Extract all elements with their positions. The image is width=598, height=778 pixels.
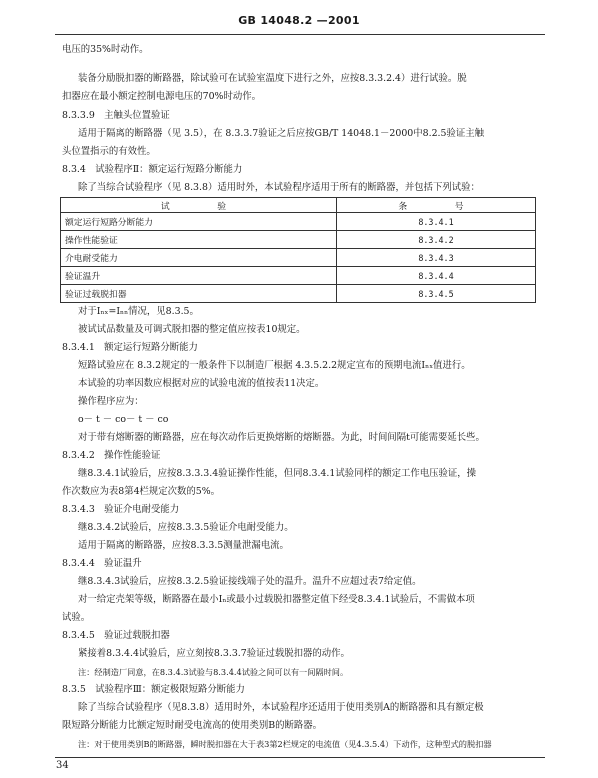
text-line: 试验。 <box>62 612 91 623</box>
header-rule <box>55 34 545 35</box>
text-line: 继8.3.4.2试验后，应按8.3.3.5验证介电耐受能力。 <box>78 522 294 533</box>
table-header-clause: 条 号 <box>337 198 536 213</box>
text-line: 除了当综合试验程序（见8.3.8）适用时外，本试验程序还适用于使用类别A的断路器和具有额定极 <box>78 702 484 713</box>
text-line: 操作程序应为： <box>78 396 144 407</box>
text-line: 限短路分断能力比额定短时耐受电流高的使用类别B的断路器。 <box>62 720 323 731</box>
table-cell-clause: 8.3.4.3 <box>337 249 536 267</box>
text-line: 除了当综合试验程序（见 8.3.8）适用时外，本试验程序适用于所有的断路器，并包括下列试验： <box>78 182 480 193</box>
text-line: 装备分励脱扣器的断路器，除试验可在试验室温度下进行之外，应按8.3.3.2.4）进行试验。脱 <box>78 73 467 84</box>
section-heading: 8.3.4.3 验证介电耐受能力 <box>62 504 180 515</box>
table-cell-clause: 8.3.4.5 <box>337 285 536 303</box>
text-line: 电压的35%时动作。 <box>62 44 149 55</box>
operating-sequence: o－ t － co－ t － co <box>78 414 169 425</box>
test-table <box>60 197 536 303</box>
table-row <box>61 231 536 249</box>
table-row <box>61 267 536 285</box>
table-cell-test: 操作性能验证 <box>61 231 337 249</box>
table-cell-clause: 8.3.4.4 <box>337 267 536 285</box>
section-heading: 8.3.5 试验程序Ⅲ：额定极限短路分断能力 <box>62 684 245 695</box>
table-cell-clause: 8.3.4.1 <box>337 213 536 231</box>
text-line: 扣器应在最小额定控制电源电压的70%时动作。 <box>62 91 261 102</box>
text-line: 头位置指示的有效性。 <box>62 146 156 157</box>
table-cell-test: 验证温升 <box>61 267 337 285</box>
table-cell-test: 额定运行短路分断能力 <box>61 213 337 231</box>
text-line: 对于带有熔断器的断路器，应在每次动作后更换熔断的熔断器。为此，时间间隔t可能需要延长些。 <box>78 432 485 443</box>
table-row <box>61 285 536 303</box>
text-line: 继8.3.4.3试验后，应按8.3.2.5验证接线端子处的温升。温升不应超过表7给定值。 <box>78 576 422 587</box>
table-header-row <box>61 198 536 213</box>
page-number: 34 <box>56 760 69 771</box>
section-heading: 8.3.3.9 主触头位置验证 <box>62 110 170 121</box>
section-heading: 8.3.4.4 验证温升 <box>62 558 142 569</box>
table-row <box>61 213 536 231</box>
text-line: 对于Iₙₓ=Iₙₙ情况，见8.3.5。 <box>78 306 199 317</box>
section-heading: 8.3.4.1 额定运行短路分断能力 <box>62 342 198 353</box>
page-header: GB 14048.2 —2001 <box>238 14 360 27</box>
table-cell-test: 介电耐受能力 <box>61 249 337 267</box>
section-heading: 8.3.4.5 验证过载脱扣器 <box>62 630 170 641</box>
text-line: 作次数应为表8第4栏规定次数的5%。 <box>62 486 221 497</box>
text-line: 本试验的功率因数应根据对应的试验电流的值按表11决定。 <box>78 378 325 389</box>
footer-rule <box>55 757 545 758</box>
note-line: 注：经制造厂同意，在8.3.4.3试验与8.3.4.4试验之间可以有一间隔时间。 <box>78 667 349 677</box>
table-cell-clause: 8.3.4.2 <box>337 231 536 249</box>
table-header-test: 试 验 <box>61 198 337 213</box>
table-row <box>61 249 536 267</box>
section-heading: 8.3.4 试验程序Ⅱ：额定运行短路分断能力 <box>62 164 243 175</box>
text-line: 紧接着8.3.4.4试验后，应立刻按8.3.3.7验证过载脱扣器的动作。 <box>78 648 350 659</box>
table-cell-test: 验证过载脱扣器 <box>61 285 337 303</box>
text-line: 继8.3.4.1试验后，应按8.3.3.3.4验证操作性能，但同8.3.4.1试验同样的额定工作电压验证，操 <box>78 468 476 479</box>
text-line: 对一给定壳架等级，断路器在最小Iₙ或最小过载脱扣器整定值下经受8.3.4.1试验后，不需做本项 <box>78 594 475 605</box>
text-line: 被试试品数量及可调式脱扣器的整定值应按表10规定。 <box>78 324 306 335</box>
section-heading: 8.3.4.2 操作性能验证 <box>62 450 161 461</box>
text-line: 适用于隔离的断路器（见 3.5），在 8.3.3.7验证之后应按GB/T 14048.1－2000中8.2.5验证主触 <box>78 128 484 139</box>
note-line: 注：对于使用类别B的断路器，瞬时脱扣器在大于表3第2栏规定的电流值（见4.3.5.4）下动作，这种型式的脱扣器 <box>78 739 492 749</box>
text-line: 短路试验应在 8.3.2规定的一般条件下以制造厂根据 4.3.5.2.2规定宣布的预期电流Iₙₓ值进行。 <box>78 360 471 371</box>
text-line: 适用于隔离的断路器，应按8.3.3.5测量泄漏电流。 <box>78 540 289 551</box>
